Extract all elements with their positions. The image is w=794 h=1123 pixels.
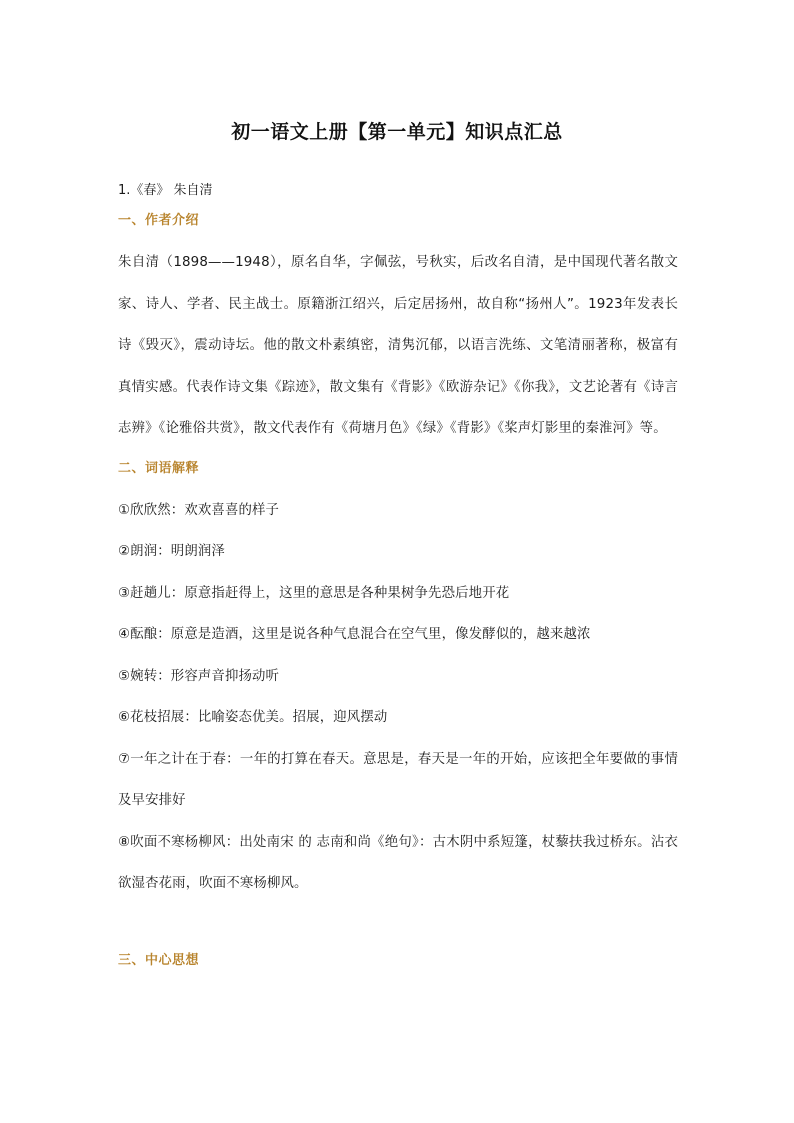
section-heading-vocabulary: 二、词语解释 <box>118 460 200 476</box>
section-central-idea <box>118 946 678 976</box>
section-vocabulary <box>118 454 678 905</box>
section-heading-author-intro: 一、作者介绍 <box>118 213 200 228</box>
lesson-title: 1.《春》 朱自清 <box>118 183 213 198</box>
vocabulary-list <box>118 490 678 905</box>
vocabulary-item: ②朗润：明朗润泽 <box>118 544 225 559</box>
vocabulary-item: ⑤婉转：形容声音抑扬动听 <box>118 668 280 684</box>
vocabulary-item: ①欣欣然：欢欢喜喜的样子 <box>118 502 280 518</box>
section-author-intro <box>118 206 678 450</box>
vocabulary-item: ⑧吹面不寒杨柳风：出处南宋 的 志南和尚《绝句》：古木阴中系短篷，杖藜扶我过桥东。沾衣欲湿杏花雨，吹面不寒杨柳风。 <box>118 834 678 891</box>
vocabulary-item: ⑦一年之计在于春：一年的打算在春天。意思是，春天是一年的开始，应该把全年要做的事情及早安排好 <box>118 751 678 808</box>
document-body <box>118 176 678 982</box>
vocabulary-item: ③赶趟儿：原意指赶得上，这里的意思是各种果树争先恐后地开花 <box>118 585 510 601</box>
section-heading-central-idea: 三、中心思想 <box>118 952 200 968</box>
vocabulary-item: ⑥花枝招展：比喻姿态优美。招展，迎风摆动 <box>118 710 388 725</box>
author-intro-paragraph: 朱自清（1898——1948），原名自华，字佩弦，号秋实，后改名自清，是中国现代著名散文家、诗人、学者、民主战士。原籍浙江绍兴，后定居扬州，故自称“扬州人”。1923年发表长诗《毁灭》，震动诗坛。他的散文朴素缜密，清隽沉郁，以语言洗练、文笔清丽著称，极富有真情实感。代表作诗文集《踪迹》，散文集有《背影》《欧游杂记》《你我》，文艺论著有《诗言志辨》《论雅俗共赏》，散文代表作有《荷塘月色》《绿》《背影》《桨声灯影里的秦淮河》等。 <box>118 255 678 436</box>
vocabulary-item: ④酝酿：原意是造酒，这里是说各种气息混合在空气里，像发酵似的，越来越浓 <box>118 627 591 642</box>
document-title: 初一语文上册【第一单元】知识点汇总 <box>231 120 563 143</box>
